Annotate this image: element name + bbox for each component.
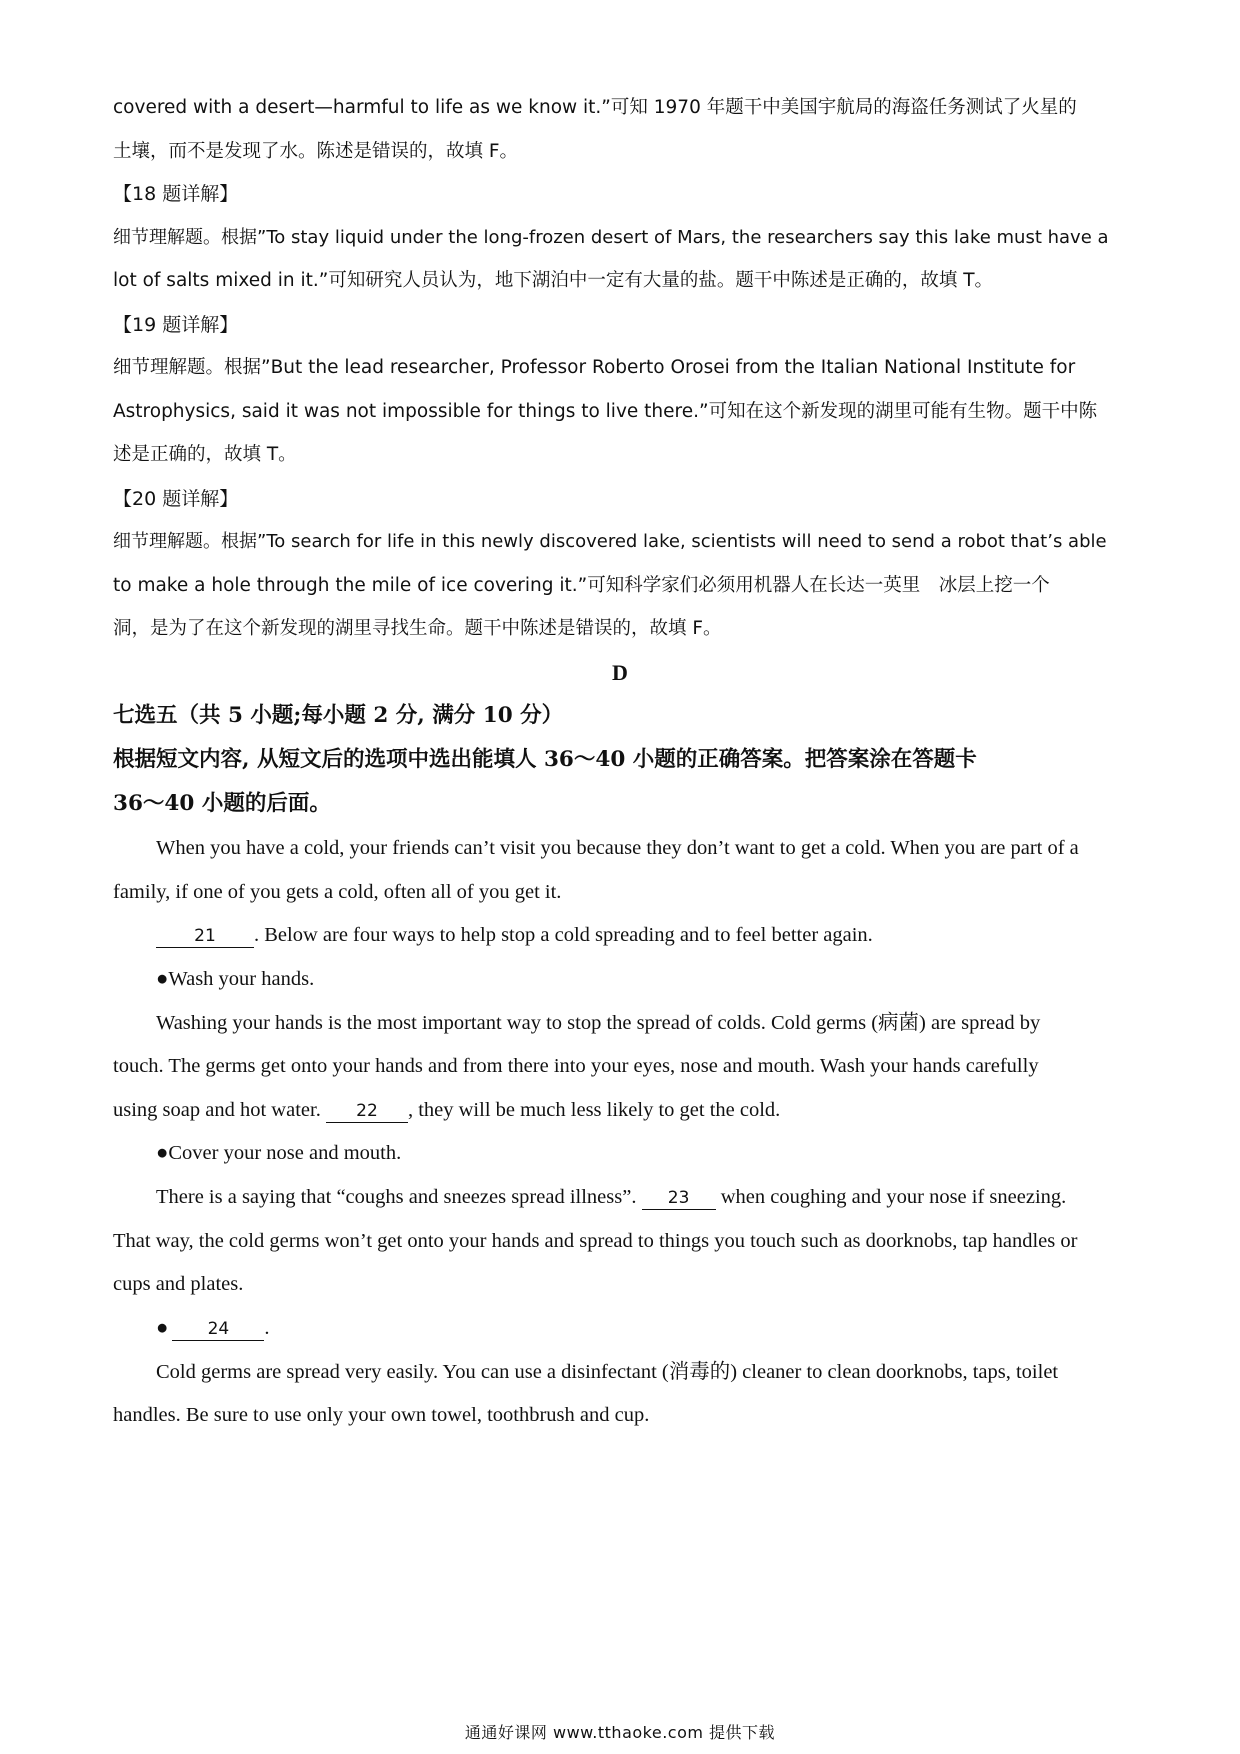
instruction-line-1: 根据短文内容, 从短文后的选项中选出能填人 36～40 小题的正确答案。把答案涂在答题卡 (113, 747, 977, 772)
answer-18-text-line-2: lot of salts mixed in it.”可知研究人员认为，地下湖泊中一定有大量的盐。题干中陈述是正确的，故填 T。 (113, 270, 994, 291)
section-d-label: D (612, 660, 628, 685)
passage-paragraph-4-line-3: cups and plates. (113, 1273, 244, 1295)
answer-19-text-line-3: 述是正确的，故填 T。 (113, 444, 297, 465)
passage-paragraph-5-line-1: Cold germs are spread very easily. You can use a disinfectant (消毒的) cleaner to clean doorknobs, taps, toilet (156, 1361, 1059, 1383)
page-footer-watermark: 通通好课网 www.tthaoke.com 提供下载 (464, 1723, 776, 1742)
passage-paragraph-3-line-1: Washing your hands is the most important way to stop the spread of colds. Cold germs (病菌) are spread by (156, 1012, 1041, 1034)
passage-paragraph-3-line-2: touch. The germs get onto your hands and from there into your eyes, nose and mouth. Wash your hands carefully (113, 1055, 1039, 1077)
passage-paragraph-4-line-2: That way, the cold germs won’t get onto your hands and spread to things you touch such as doorknobs, tap handles or (113, 1230, 1078, 1252)
answer-18-text-line-1: 细节理解题。根据”To stay liquid under the long-frozen desert of Mars, the researchers say this lake must have a (113, 227, 1109, 248)
passage-paragraph-5-line-2: handles. Be sure to use only your own towel, toothbrush and cup. (113, 1404, 650, 1426)
blank-23: 23 (642, 1187, 716, 1210)
bullet-3-dot: ● (156, 1317, 169, 1339)
answer-19-text-line-1: 细节理解题。根据”But the lead researcher, Professor Roberto Orosei from the Italian National Institute for (113, 357, 1076, 378)
answer-17-text-line-2: 土壤，而不是发现了水。陈述是错误的，故填 F。 (113, 141, 519, 162)
answer-20-text-line-3: 洞，是为了在这个新发现的湖里寻找生命。题干中陈述是错误的，故填 F。 (113, 618, 722, 639)
paragraph-4-text-before: There is a saying that “coughs and sneezes spread illness”. (156, 1186, 642, 1208)
passage-paragraph-3-line-3 (113, 1098, 1129, 1123)
question-20-heading: 【20 题详解】 (113, 488, 239, 510)
passage-paragraph-1-line-1: When you have a cold, your friends can’t visit you because they don’t want to get a cold. When you are part of a (156, 837, 1079, 859)
blank-22: 22 (326, 1100, 408, 1123)
passage-paragraph-4-line-1 (156, 1185, 1129, 1210)
blank-21: 21 (156, 925, 254, 948)
paragraph-2-text: . Below are four ways to help stop a cold spreading and to feel better again. (254, 924, 873, 946)
answer-19-text-line-2: Astrophysics, said it was not impossible for things to live there.”可知在这个新发现的湖里可能有生物。题干中陈 (113, 401, 1098, 422)
section-title: 七选五（共 5 小题;每小题 2 分, 满分 10 分） (113, 703, 564, 728)
answer-20-text-line-1: 细节理解题。根据”To search for life in this newly discovered lake, scientists will need to send a robot that’s able (113, 531, 1107, 552)
passage-paragraph-2 (156, 923, 1129, 948)
blank-24: 24 (172, 1318, 264, 1341)
passage-paragraph-1-line-2: family, if one of you gets a cold, often all of you get it. (113, 881, 562, 903)
question-18-heading: 【18 题详解】 (113, 183, 239, 205)
bullet-cover-nose-mouth: ●Cover your nose and mouth. (156, 1142, 402, 1164)
bullet-24-line (156, 1316, 1129, 1341)
bullet-wash-hands: ●Wash your hands. (156, 968, 315, 990)
paragraph-3-text-after: , they will be much less likely to get the cold. (407, 1099, 781, 1121)
bullet-3-period: . (264, 1317, 270, 1339)
paragraph-4-text-after: when coughing and your nose if sneezing. (715, 1186, 1067, 1208)
paragraph-3-text-before: using soap and hot water. (113, 1099, 326, 1121)
question-19-heading: 【19 题详解】 (113, 314, 239, 336)
answer-17-text-line-1: covered with a desert—harmful to life as we know it.”可知 1970 年题干中美国宇航局的海盗任务测试了火星的 (113, 97, 1077, 118)
instruction-line-2: 36～40 小题的后面。 (113, 791, 331, 816)
answer-20-text-line-2: to make a hole through the mile of ice covering it.”可知科学家们必须用机器人在长达一英里 冰层上挖一个 (113, 575, 1050, 596)
